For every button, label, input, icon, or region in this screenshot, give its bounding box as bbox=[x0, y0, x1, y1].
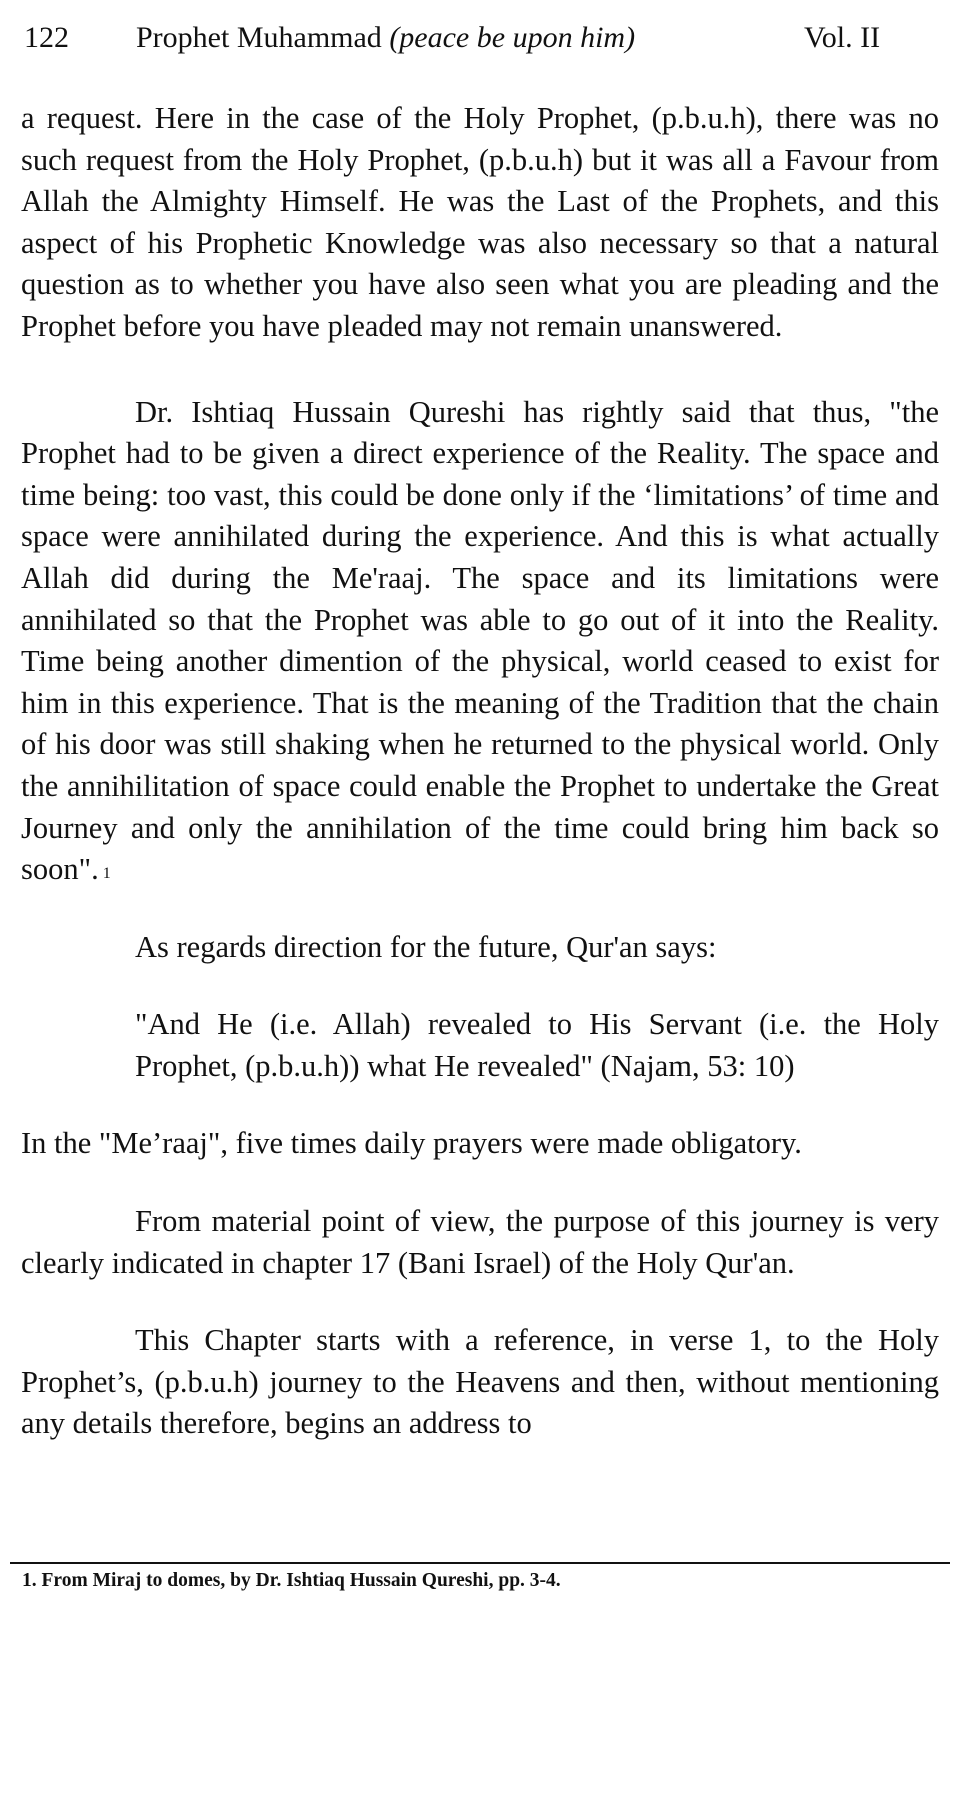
paragraph-quran-intro: As regards direction for the future, Qur'an says: bbox=[135, 929, 717, 964]
paragraph-material-purpose: From material point of view, the purpose of this journey is very clearly indicated in chapter 17 (Bani Israel) of the Holy Qur'an. bbox=[21, 1204, 939, 1280]
book-title bbox=[136, 18, 635, 58]
footnote: 1. From Miraj to domes, by Dr. Ishtiaq Hussain Qureshi, pp. 3-4. bbox=[22, 1570, 561, 1591]
paragraph-qureshi-quote bbox=[21, 392, 939, 891]
quran-quotation: "And He (i.e. Allah) revealed to His Servant (i.e. the Holy Prophet, (p.b.u.h)) what He revealed" (Najam, 53: 10) bbox=[135, 1007, 939, 1083]
footnote-divider bbox=[10, 1562, 950, 1564]
book-title-main: Prophet Muhammad bbox=[136, 21, 382, 54]
paragraph-qureshi-text: Dr. Ishtiaq Hussain Qureshi has rightly said that thus, "the Prophet had to be given a direct experience of the Reality. The space and time being: too vast, this could be done only if the ‘limitations’ of time and space were annihilated during the experience. And this is what actually Allah did during the Me'raaj. The space and its limitations were annihilated so that the Prophet was able to go out of it into the Reality. Time being another dimention of the physical, world ceased to exist for him in this experience. That is the meaning of the Tradition that the chain of his door was still shaking when he returned to the physical world. Only the annihilitation of space could enable the Prophet to undertake the Great Journey and only the annihilation of the time could bring him back so soon". bbox=[21, 394, 939, 887]
paragraph-chapter-start: This Chapter starts with a reference, in verse 1, to the Holy Prophet’s, (p.b.u.h) journey to the Heavens and then, without mentioning any details therefore, begins an address to bbox=[21, 1323, 939, 1441]
running-head bbox=[24, 18, 904, 58]
volume-label: Vol. II bbox=[804, 21, 881, 54]
body-text bbox=[21, 98, 939, 1445]
footnote-reference: 1 bbox=[102, 865, 111, 883]
paragraph-daily-prayers: In the "Me’raaj", five times daily prayers were made obligatory. bbox=[21, 1126, 802, 1161]
paragraph-continued: a request. Here in the case of the Holy Prophet, (p.b.u.h), there was no such request from the Holy Prophet, (p.b.u.h) but it was all a Favour from Allah the Almighty Himself. He was the Last of the Prophets, and this aspect of his Prophetic Knowledge was also necessary so that a natural question as to whether you have also seen what you are pleading and the Prophet before you have pleaded may not remain unanswered. bbox=[21, 101, 939, 343]
book-title-honorific: (peace be upon him) bbox=[389, 21, 636, 54]
page-number: 122 bbox=[24, 21, 69, 54]
